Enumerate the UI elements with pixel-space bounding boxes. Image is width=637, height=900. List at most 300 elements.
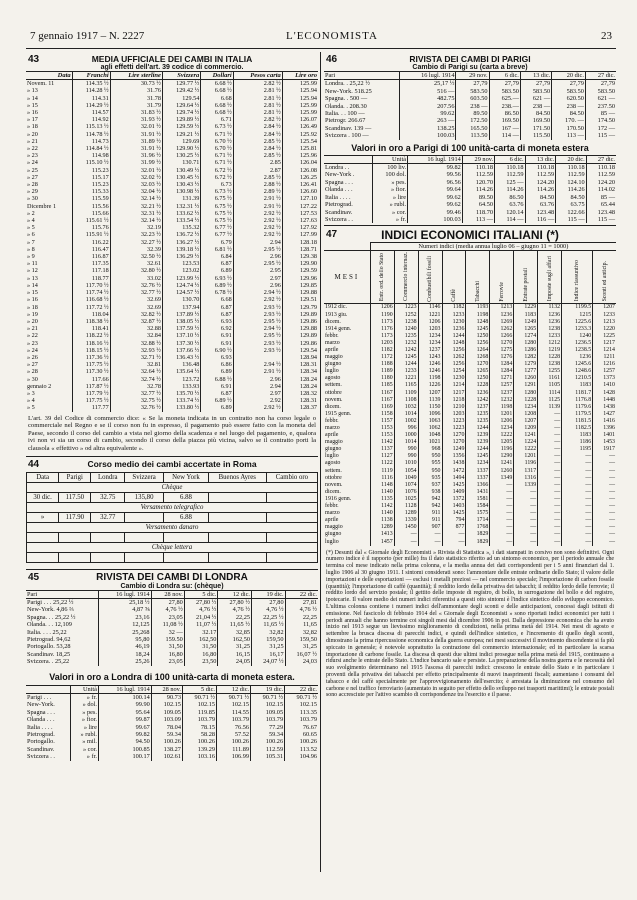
- s43-cell: » 22: [27, 332, 38, 340]
- s46-header-col-0: Pari: [324, 72, 400, 80]
- s47-cell: 1245: [466, 326, 490, 333]
- s47-cell: 1000: [394, 432, 418, 439]
- s47-cell: 1127: [370, 453, 394, 460]
- s43-cell: 129.88: [282, 325, 318, 332]
- s47-cell: 1153: [370, 425, 394, 432]
- s43-row: [26, 340, 318, 347]
- s47-cell: —: [538, 460, 562, 467]
- s45-gold-row: [26, 716, 318, 723]
- s43-cell: 2.92 ½: [233, 210, 282, 217]
- s45-gold-table: [26, 685, 318, 761]
- s43-cell: 137.30 ½: [162, 340, 200, 347]
- s46-cell: New-York. 518.25: [325, 87, 372, 95]
- s43-cell: 127.10: [282, 195, 318, 202]
- s45-cell: 32,85: [218, 629, 252, 636]
- s47-cell: 1427: [593, 411, 616, 418]
- s43-note: L'art. 39 del Codice di commercio dice: « Se la moneta indicata in un contratto non ha corso legale o commerciale nel Regno e se il corso non fu in espresso, il pagamento può essere fatto con la moneta del Paese, secondo il corso del cambio a vista nel giorno della scadenza e nel luogo del pagamento, e, qualora ivi non vi sia un corso di cambio, secondo il corso della piazza più vicina, salvo se il contratto porti la clausola « effettivo » od altra equivalente ».: [28, 414, 316, 452]
- s47-cell: 1234: [418, 333, 442, 340]
- s43-cell: 2.82 ½: [233, 116, 282, 123]
- s47-row: [324, 326, 616, 333]
- s47-cell: 1235: [394, 333, 418, 340]
- s43-cell: 6.87: [201, 260, 233, 267]
- s47-cell: 1244: [466, 425, 490, 432]
- s46-cell: 113.50: [456, 132, 489, 139]
- s47-cell: 1049: [394, 475, 418, 482]
- s45-gold-cell: 102.15: [285, 701, 318, 708]
- s43-cell: 2.92 ½: [233, 296, 282, 303]
- s47-mesi-header: [324, 251, 370, 304]
- s45-gold-cell: » fior.: [70, 716, 98, 723]
- s45-cell: Portogallo. 53,28: [27, 643, 71, 651]
- s46-cell: 25,17 ½: [400, 80, 456, 88]
- s46-gold-row: [324, 164, 616, 172]
- s47-cell: 1208: [514, 411, 538, 418]
- s43-cell: 130.98 ½: [162, 188, 200, 195]
- s43-cell: 123.72: [162, 376, 200, 383]
- s43-cell: » 21: [27, 137, 38, 145]
- s47-col-2: [418, 251, 442, 304]
- s46-gold-cell: 84.50: [556, 194, 587, 201]
- s47-row: [324, 347, 616, 354]
- s47-cell: 1265: [514, 326, 538, 333]
- s43-cell: 2.84 ½: [233, 123, 282, 130]
- s47-cell: 1210.5: [562, 375, 593, 382]
- s47-cell: 1229: [514, 304, 538, 312]
- s43-cell: 6.87: [201, 311, 233, 318]
- s43-cell: 128.18: [282, 239, 318, 246]
- s43-cell: 114.92: [72, 116, 110, 123]
- s46-gold-row: [324, 194, 616, 201]
- s43-cell: 116.68 ½: [72, 296, 110, 303]
- s47-cell: 1256: [442, 361, 466, 368]
- s43-cell: 32.02 ½: [110, 174, 162, 181]
- s46-number: 46: [326, 54, 338, 65]
- s44-cell: 6.88: [164, 492, 209, 502]
- s47-cell: 1450: [394, 524, 418, 531]
- s43-cell: 123.02: [162, 267, 200, 274]
- s47-cell: 990: [394, 446, 418, 453]
- s43-cell: 32.69: [110, 296, 162, 303]
- s43-cell: 127.22: [282, 203, 318, 210]
- s43-row: [26, 311, 318, 318]
- s46-gold-cell: 110.18: [586, 164, 616, 172]
- s46-cell: Spagna. . 500 —: [325, 95, 368, 103]
- s43-cell: 117.66: [72, 376, 110, 383]
- s46-header-col-4: 13 dic.: [520, 72, 551, 80]
- s47-col-label: Tabacchi: [474, 280, 481, 302]
- s46-gold-cell: 114.02: [586, 186, 616, 193]
- s43-cell: 129.64 ½: [162, 102, 200, 109]
- s47-cell: febbr.: [325, 417, 339, 424]
- s43-cell: 117.70 ½: [72, 282, 110, 289]
- s44-cell: 32.75: [91, 492, 125, 502]
- s43-cell: 126.41: [282, 181, 318, 188]
- s47-cell: 1190: [370, 312, 394, 319]
- s43-cell: » 30: [27, 195, 38, 203]
- s45-gold-cell: 90.71 ½: [217, 693, 251, 701]
- s47-cell: 1255: [538, 368, 562, 375]
- s43-row: [26, 95, 318, 102]
- s43-cell: 32.76 ½: [110, 404, 162, 411]
- s47-cell: 1128: [394, 503, 418, 510]
- s47-cell: 1179.5: [562, 411, 593, 418]
- s45-number: 45: [28, 571, 40, 583]
- s43-cell: 2.81 ½: [233, 109, 282, 116]
- s43-cell: 128.31: [282, 361, 318, 368]
- s43-cell: 32.93 ½: [110, 347, 162, 354]
- s47-cell: 1116: [370, 475, 394, 482]
- s47-cell: marzo: [325, 339, 340, 346]
- s47-cell: maggio: [325, 524, 343, 531]
- s43-cell: 129.42 ½: [162, 87, 200, 94]
- s43-cell: 6.91: [201, 340, 233, 347]
- s44-header-col-5: Buenos Ayres: [208, 472, 266, 482]
- s47-cell: —: [562, 453, 593, 460]
- s43-cell: 6.73 ½: [201, 123, 233, 130]
- s43-cell: » 6: [27, 231, 35, 239]
- s46-cell: 115 —: [585, 132, 616, 139]
- s43-row: [26, 368, 318, 375]
- s46-row: [324, 110, 616, 117]
- s47-cell: 1062: [418, 425, 442, 432]
- s45-cell: 25,18 ½: [99, 598, 151, 606]
- page-number: 23: [601, 30, 612, 42]
- s47-row: [324, 312, 616, 319]
- s47-cell: 1228: [514, 397, 538, 404]
- s45-cell: 32 —: [151, 629, 184, 636]
- s47-cell: —: [538, 503, 562, 510]
- s43-cell: » 4: [27, 217, 35, 225]
- s45-gold-cell: New-York.: [27, 701, 55, 709]
- s43-cell: 32.77 ½: [110, 390, 162, 397]
- s45-gold-cell: 99.90: [98, 701, 151, 708]
- s47-cell: 990: [394, 453, 418, 460]
- s44-cell: 6.88: [164, 512, 209, 522]
- s46-row: [324, 132, 616, 139]
- s46-gold-cell: Italia . . . .: [325, 193, 351, 201]
- s43-cell: 137.66 ½: [162, 347, 200, 354]
- s45-gold-cell: 60.65: [285, 731, 318, 738]
- s47-row: [324, 446, 616, 453]
- s46-cell: 84.50: [520, 110, 551, 117]
- s46-gold-cell: 122.66: [556, 209, 587, 216]
- s45-gold-cell: 103.79: [251, 716, 285, 723]
- s43-cell: 2.93 ½: [233, 311, 282, 318]
- s47-row: [324, 439, 616, 446]
- s46-gold-title: Valori in oro a Parigi di 100 unità-carta di moneta estera: [351, 142, 589, 153]
- s47-cell: 1279: [514, 361, 538, 368]
- s43-cell: 118.22 ½: [72, 332, 110, 339]
- s43-cell: 6.70 ½: [201, 138, 233, 145]
- s45-cell: 25,26: [99, 658, 151, 665]
- s45-gold-cell: 112.59: [251, 746, 285, 753]
- s45-gold-cell: 94.50: [98, 738, 151, 745]
- s43-cell: 126.49: [282, 123, 318, 130]
- s47-cell: —: [538, 468, 562, 475]
- s43-cell: 117.87 ½: [72, 383, 110, 390]
- s46-cell: 27,79: [585, 80, 616, 88]
- s45-header-col-3: 5 dic.: [184, 590, 218, 598]
- s47-cell: —: [538, 439, 562, 446]
- s45-row: [26, 651, 318, 658]
- s46-header-col-2: 29 nov.: [456, 72, 489, 80]
- s47-cell: —: [514, 510, 538, 517]
- s43-cell: 2.93 ½: [233, 347, 282, 354]
- s46-cell: 621 —: [585, 95, 616, 102]
- s47-cell: 1262: [442, 354, 466, 361]
- s47-cell: 1316: [514, 475, 538, 482]
- s43-cell: 136.72 ½: [162, 231, 200, 238]
- s43-cell: 2.94 ½: [233, 325, 282, 332]
- s47-cell: —: [418, 531, 442, 538]
- s43-cell: 129.89: [282, 311, 318, 318]
- s47-cell: 1025: [394, 496, 418, 503]
- s47-cell: 942: [418, 496, 442, 503]
- s47-cell: 1206: [490, 418, 514, 425]
- s47-cell: 1413: [370, 531, 394, 538]
- s47-row: [324, 404, 616, 411]
- s45-header-col-6: 22 dic.: [285, 590, 318, 598]
- s47-cell: 1236: [538, 319, 562, 326]
- s43-cell: 129.89 ½: [162, 116, 200, 123]
- s47-row: [324, 432, 616, 439]
- s47-cell: 1236.5: [562, 340, 593, 347]
- s45-cell: 11,07 ½: [184, 621, 218, 628]
- s47-cell: 1337: [466, 468, 490, 475]
- s45-gold-row: [26, 701, 318, 708]
- s47-cell: 1109: [394, 390, 418, 397]
- s45-cell: 4,76 ½: [151, 606, 184, 613]
- s43-cell: 130.71: [162, 159, 200, 166]
- s46-cell: Londra. . 25,22 ½: [325, 80, 370, 88]
- s43-cell: 2.95 ½: [233, 260, 282, 267]
- s43-row: [26, 267, 318, 274]
- s47-cell: novem.: [325, 396, 343, 403]
- s47-cell: 1158: [370, 411, 394, 418]
- s47-cell: dicem.: [325, 488, 341, 495]
- s43-cell: 32.19: [110, 224, 162, 231]
- s47-cell: —: [514, 539, 538, 546]
- s46-gold-cell: 124.20: [525, 179, 556, 186]
- s43-cell: » 5: [27, 404, 35, 412]
- s47-cell: 1917: [593, 446, 616, 453]
- s47-cell: 1183: [562, 382, 593, 389]
- s47-cell: 1260: [514, 375, 538, 382]
- s46-gold-cell: 120.70: [462, 179, 494, 186]
- s47-col-label: Commercio internaz.: [403, 252, 410, 302]
- s47-cell: 1157: [370, 418, 394, 425]
- s43-cell: 129.59: [282, 267, 318, 274]
- s43-cell: 114.78 ½: [72, 131, 110, 138]
- s46-gold-cell: 115 —: [556, 216, 587, 223]
- s46-header-col-5: 20 dic.: [552, 72, 586, 80]
- s47-cell: 1139: [418, 397, 442, 404]
- s43-cell: » 9: [27, 253, 35, 261]
- s43-cell: 133.93: [162, 383, 200, 390]
- s43-row: [26, 138, 318, 145]
- s47-cell: 1076: [394, 489, 418, 496]
- s45-cell: Italia. . . . 25,22: [27, 628, 67, 636]
- page-header: [26, 20, 616, 49]
- s47-cell: 1213: [490, 304, 514, 312]
- s44-cell: [266, 492, 317, 502]
- s43-cell: 2.82 ½: [233, 80, 282, 88]
- s47-cell: 942: [418, 503, 442, 510]
- s46-row: [324, 95, 616, 102]
- s43-cell: 6.77 ½: [201, 231, 233, 238]
- s45-cell: 18,24: [99, 651, 151, 658]
- s43-cell: » 16: [27, 296, 38, 304]
- s47-cell: —: [514, 517, 538, 524]
- s47-cell: 1238: [538, 326, 562, 333]
- s46-cell: 170. —: [552, 117, 586, 124]
- s46-row: [324, 88, 616, 95]
- s43-cell: 2.92 ½: [233, 224, 282, 231]
- s47-col-0: [370, 251, 394, 304]
- s47-cell: —: [490, 496, 514, 503]
- s47-row: [324, 304, 616, 312]
- s47-cell: 1228: [466, 382, 490, 389]
- s47-col-7: [538, 251, 562, 304]
- s47-cell: —: [538, 489, 562, 496]
- s45-cell: Olanda. . . 12,109: [27, 621, 72, 629]
- s47-cell: 1249: [442, 446, 466, 453]
- s43-row: [26, 87, 318, 94]
- s47-cell: —: [593, 460, 616, 467]
- s47-cell: 1169: [370, 404, 394, 411]
- s45-gold-cell: 78.04: [151, 724, 182, 731]
- s45-gold-cell: 103.16: [182, 753, 216, 760]
- s45-cell: 16,17: [252, 651, 286, 658]
- s47-cell: 1282: [514, 354, 538, 361]
- s47-cell: aprile: [325, 432, 339, 439]
- s43-cell: 124.74 ½: [162, 282, 200, 289]
- s43-cell: » 27: [27, 173, 38, 181]
- s43-row: [26, 217, 318, 224]
- s43-cell: 6.68: [201, 95, 233, 102]
- s47-cell: 1234: [514, 404, 538, 411]
- s47-cell: —: [490, 517, 514, 524]
- s47-cell: 1584: [466, 503, 490, 510]
- s47-cell: 1223: [442, 418, 466, 425]
- s46-gold-cell: 114.26: [556, 186, 587, 193]
- s47-cell: luglio: [325, 368, 339, 375]
- s43-cell: 2.91 ½: [233, 195, 282, 202]
- s43-cell: 33.02: [110, 275, 162, 282]
- s47-cell: 1236: [466, 390, 490, 397]
- s47-row: [324, 489, 616, 496]
- s47-cell: 1207: [418, 390, 442, 397]
- s43-cell: 129.88: [282, 289, 318, 296]
- s47-cell: 1048: [418, 432, 442, 439]
- s47-cell: 1453: [593, 439, 616, 446]
- s46-cell: 516 —: [400, 88, 456, 95]
- s47-col-9: [593, 251, 616, 304]
- s45-gold-row: [26, 731, 318, 738]
- s47-cell: 1230: [442, 375, 466, 382]
- s43-cell: 6.93: [201, 318, 233, 325]
- s43-cell: 32.61: [110, 260, 162, 267]
- s43-row: [26, 109, 318, 116]
- s47-cell: —: [442, 531, 466, 538]
- s46-gold-cell: 84.50: [525, 194, 556, 201]
- s45-cell: 4,87 ⅝: [99, 606, 151, 613]
- s47-cell: 1215: [562, 312, 593, 319]
- s43-cell: 128.71: [282, 246, 318, 253]
- s46-gold-cell: 123.48: [586, 209, 616, 216]
- s47-cell: —: [538, 482, 562, 489]
- s43-cell: 2.81 ½: [233, 102, 282, 109]
- s45-cell: 31,25: [218, 643, 252, 650]
- s43-cell: 115.61 ½: [72, 217, 110, 224]
- s43-cell: 2.94: [233, 239, 282, 246]
- s43-cell: 31.76: [110, 87, 162, 94]
- s47-cell: ottobre: [325, 389, 342, 396]
- s43-row: [26, 325, 318, 332]
- s47-cell: 1438: [593, 404, 616, 411]
- s45-row: [26, 658, 318, 665]
- s46-gold-cell: 96.56: [408, 179, 463, 186]
- s43-cell: 30.73 ½: [110, 80, 162, 88]
- s47-cell: 1372: [442, 496, 466, 503]
- s47-cell: 1241: [490, 460, 514, 467]
- s43-row: [26, 188, 318, 195]
- s46-cell: 482.75: [400, 95, 456, 102]
- s47-cell: 1236: [490, 312, 514, 319]
- s44-cell: 117.90: [59, 512, 91, 522]
- s43-cell: 32.87 ½: [110, 318, 162, 325]
- s46-gold-cell: 86.50: [495, 194, 526, 201]
- s43-cell: 115.10 ½: [72, 159, 110, 166]
- s45-header-col-2: 28 nov.: [151, 590, 184, 598]
- s45-row: [26, 614, 318, 621]
- s47-cell: 968: [418, 446, 442, 453]
- s43-cell: 117.30 ½: [72, 368, 110, 375]
- s47-cell: 1188: [370, 361, 394, 368]
- s46-gold-cell: 89.50: [462, 194, 494, 201]
- s45-gold-cell: 100.14: [98, 693, 151, 701]
- s46-gold-cell: 99.56: [408, 171, 463, 178]
- s43-cell: 133.62 ½: [162, 210, 200, 217]
- s47-cell: 1142: [370, 503, 394, 510]
- s46-cell: 583.50: [489, 88, 520, 95]
- s47-cell: —: [538, 539, 562, 546]
- s47-cell: 1271: [490, 375, 514, 382]
- s46-gold-cell: 99.64: [408, 186, 463, 193]
- s45-cell: 22,25 ½: [252, 614, 286, 621]
- s45-row: [26, 621, 318, 628]
- s46-gold-cell: 116 —: [525, 216, 556, 223]
- s43-row: [26, 167, 318, 174]
- s45-cell: Parigi . . . 25,22 ½: [27, 598, 74, 606]
- s46-cell: 27,79: [520, 80, 551, 88]
- s43-cell: 115.23: [72, 167, 110, 174]
- s45-gold-header-col-7: 22 dic.: [285, 685, 318, 693]
- s43-cell: 2.85: [233, 159, 282, 166]
- s46-gold-header-col-7: 27 dic.: [586, 155, 616, 163]
- s47-cell: —: [538, 517, 562, 524]
- s43-cell: 32.01 ½: [110, 167, 162, 174]
- s47-cell: 1201: [514, 453, 538, 460]
- s46-gold-cell: 124.10: [556, 179, 587, 186]
- s43-cell: 6.68 ½: [201, 87, 233, 94]
- s47-cell: 1203: [418, 326, 442, 333]
- s47-row: [324, 382, 616, 389]
- s47-cell: febbr.: [325, 503, 339, 510]
- s47-row: [324, 482, 616, 489]
- s45-cell: 24,07 ½: [252, 658, 286, 665]
- s43-cell: 2.84 ½: [233, 145, 282, 152]
